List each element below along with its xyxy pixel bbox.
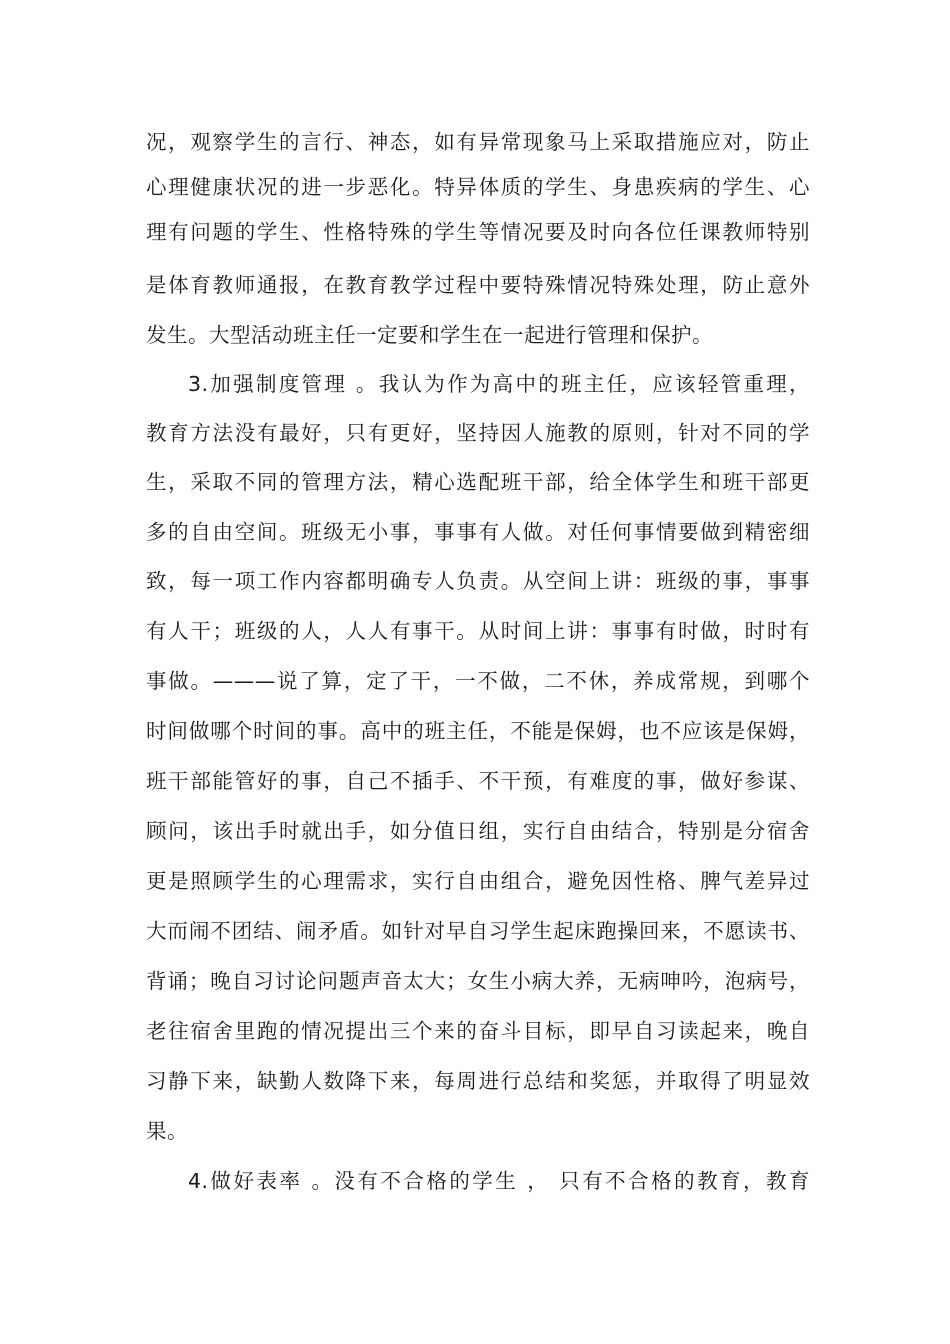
text-line: 是体育教师通报，在教育教学过程中要特殊情况特殊处理，防止意外 xyxy=(146,273,810,297)
text-line: 果。 xyxy=(146,1119,188,1143)
text-line: 教育方法没有最好，只有更好，坚持因人施教的原则，针对不同的学 xyxy=(146,421,810,445)
text-line: 班干部能管好的事，自己不插手、不干预，有难度的事，做好参谋、 xyxy=(146,769,810,793)
text-line: 顾问，该出手时就出手，如分值日组，实行自由结合，特别是分宿舍 xyxy=(146,819,810,843)
text-line: 更是照顾学生的心理需求，实行自由组合，避免因性格、脾气差异过 xyxy=(146,869,810,893)
text-line: 背诵；晚自习讨论问题声音太大；女生小病大养，无病呻吟，泡病号， xyxy=(146,969,810,993)
section-heading-line: 3.加强制度管理 。我认为作为高中的班主任，应该轻管重理， xyxy=(188,372,810,396)
section-heading-line: 4.做好表率 。没有不合格的学生 ， 只有不合格的教育，教育 xyxy=(188,1169,810,1193)
text-line: 理有问题的学生、性格特殊的学生等情况要及时向各位任课教师特别 xyxy=(146,220,810,244)
text-line: 心理健康状况的进一步恶化。特异体质的学生、身患疾病的学生、心 xyxy=(146,175,810,199)
text-line: 生，采取不同的管理方法，精心选配班干部，给全体学生和班干部更 xyxy=(146,470,810,494)
text-line: 发生。大型活动班主任一定要和学生在一起进行管理和保护。 xyxy=(146,323,713,347)
text-line: 老往宿舍里跑的情况提出三个来的奋斗目标，即早自习读起来，晚自 xyxy=(146,1019,810,1043)
text-line: 习静下来，缺勤人数降下来，每周进行总结和奖惩，并取得了明显效 xyxy=(146,1069,810,1093)
text-line: 时间做哪个时间的事。高中的班主任，不能是保姆，也不应该是保姆， xyxy=(146,719,810,743)
text-line: 多的自由空间。班级无小事，事事有人做。对任何事情要做到精密细 xyxy=(146,520,810,544)
text-line: 致，每一项工作内容都明确专人负责。从空间上讲：班级的事，事事 xyxy=(146,569,810,593)
text-line: 有人干；班级的人，人人有事干。从时间上讲：事事有时做，时时有 xyxy=(146,619,810,643)
text-line: 事做。———说了算，定了干，一不做，二不休，养成常规，到哪个 xyxy=(146,669,810,693)
text-line: 大而闹不团结、闹矛盾。如针对早自习学生起床跑操回来，不愿读书、 xyxy=(146,919,810,943)
text-line: 况，观察学生的言行、神态，如有异常现象马上采取措施应对，防止 xyxy=(146,130,810,154)
